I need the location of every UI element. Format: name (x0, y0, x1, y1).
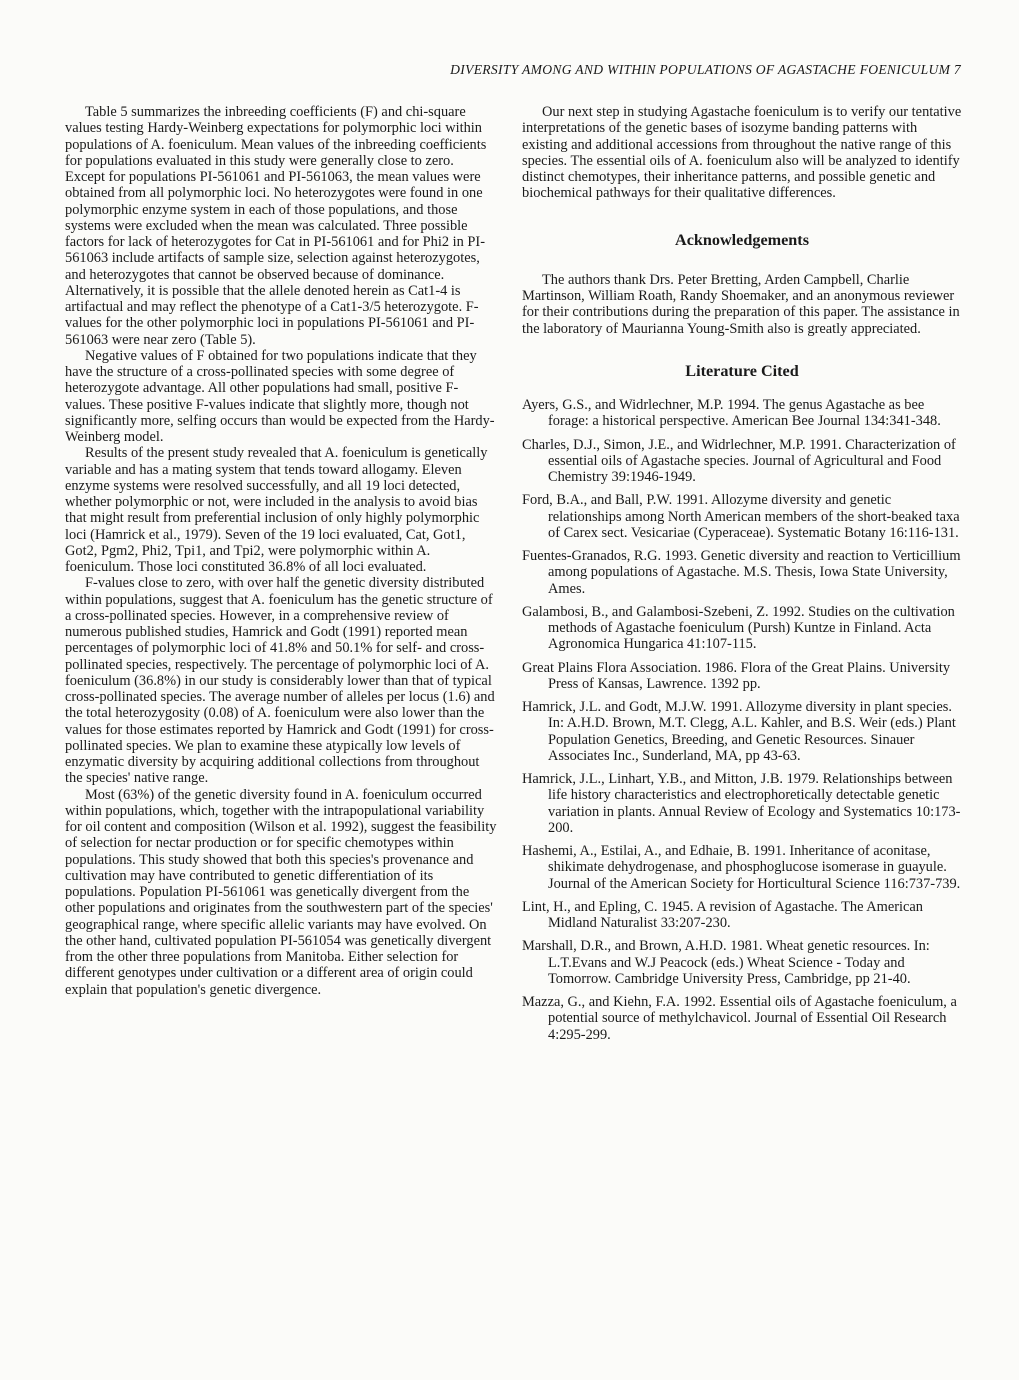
reference-list (522, 397, 962, 1043)
reference-item: Galambosi, B., and Galambosi-Szebeni, Z. 1992. Studies on the cultivation methods of Agastache foeniculum (Pursh) Kuntze in Finland. Acta Agronomica Hungarica 41:107-115. (522, 603, 955, 653)
reference-item: Hamrick, J.L. and Godt, M.J.W. 1991. Allozyme diversity in plant species. In: A.H.D. Brown, M.T. Clegg, A.L. Kahler, and B.S. Weir (eds.) Plant Population Genetics, Breeding, and Genetic Resources. Sinauer Associates Inc., Sunderland, MA, pp 43-63. (522, 699, 956, 764)
reference-item: Hamrick, J.L., Linhart, Y.B., and Mitton, J.B. 1979. Relationships between life history characteristics and electrophoretically detectable genetic variation in plants. Annual Review of Ecology and Systematics 10:173-200. (522, 771, 961, 836)
literature-cited-heading: Literature Cited (685, 361, 799, 380)
paragraph-negative-f-values: Negative values of F obtained for two populations indicate that they have the structure of a cross-pollinated species with some degree of heterozygote advantage. All other populations had small, positive F-values. These positive F-values indicate that slightly more, though not significantly more, selfing occurs than would be expected from the Hardy-Weinberg model. (65, 347, 495, 445)
running-head: DIVERSITY AMONG AND WITHIN POPULATIONS OF AGASTACHE FOENICULUM 7 (450, 62, 961, 77)
reference-item: Ayers, G.S., and Widrlechner, M.P. 1994. The genus Agastache as bee forage: a historical perspective. American Bee Journal 134:341-348. (522, 397, 941, 430)
reference-item: Marshall, D.R., and Brown, A.H.D. 1981. Wheat genetic resources. In: L.T.Evans and W.J Peacock (eds.) Wheat Science - Today and Tomorrow. Cambridge University Press, Cambridge, pp 21-40. (522, 938, 930, 987)
reference-item: Charles, D.J., Simon, J.E., and Widrlechner, M.P. 1991. Characterization of essential oils of Agastache species. Journal of Agricultural and Food Chemistry 39:1946-1949. (522, 436, 956, 485)
paragraph-results: Results of the present study revealed that A. foeniculum is genetically variable and has a mating system that tends toward allogamy. Eleven enzyme systems were resolved successfully, and all 19 loci detected, whether polymorphic or not, were included in the analysis to avoid bias that might result from preferential inclusion of only highly polymorphic loci (Hamrick et al., 1979). Seven of the 19 loci evaluated, Cat, Got1, Got2, Pgm2, Phi2, Tpi1, and Tpi2, were polymorphic within A. foeniculum. Those loci constituted 36.8% of all loci evaluated. (65, 445, 488, 575)
reference-item: Great Plains Flora Association. 1986. Flora of the Great Plains. University Press of Kansas, Lawrence. 1392 pp. (522, 659, 951, 692)
reference-item: Hashemi, A., Estilai, A., and Edhaie, B. 1991. Inheritance of aconitase, shikimate dehydrogenase, and phosphoglucose isomerase in guayule. Journal of the American Society for Horticultural Science 116:737-739. (522, 843, 961, 892)
acknowledgements-heading: Acknowledgements (675, 230, 809, 249)
acknowledgements-text: The authors thank Drs. Peter Bretting, Arden Campbell, Charlie Martinson, William Roath, Randy Shoemaker, and an anonymous reviewer for their contributions during the preparation of this paper. The assistance in the laboratory of Maurianna Young-Smith also is greatly appreciated. (522, 271, 960, 337)
reference-item: Lint, H., and Epling, C. 1945. A revision of Agastache. The American Midland Naturalist 33:207-230. (522, 898, 924, 931)
paragraph-next-step: Our next step in studying Agastache foeniculum is to verify our tentative interpretations of the genetic bases of isozyme banding patterns with existing and additional accessions from throughout the native range of this species. The essential oils of A. foeniculum also will be analyzed to identify distinct chemotypes, their inheritance patterns, and possible genetic and biochemical pathways for their qualitative differences. (522, 104, 962, 202)
paragraph-inbreeding-summary: Table 5 summarizes the inbreeding coefficients (F) and chi-square values testing Hardy-Weinberg expectations for polymorphic loci within populations of A. foeniculum. Mean values of the inbreeding coefficients for populations evaluated in this study were generally close to zero. Except for populations PI-561061 and PI-561063, the mean values were obtained from all polymorphic loci. No heterozygotes were found in one polymorphic enzyme system in each of those populations, and those systems were excluded when the mean was calculated. Three possible factors for lack of heterozygotes for Cat in PI-561061 and for Phi2 in PI-561063 include artifacts of sample size, selection against heterozygotes, and heterozygotes that cannot be observed because of dominance. Alternatively, it is possible that the allele denoted herein as Cat1-4 is artifactual and may reflect the phenotype of a Cat1-3/5 heterozygote. F-values for the other polymorphic loci in populations PI-561061 and PI-561063 were near zero (Table 5). (65, 104, 487, 348)
reference-item: Mazza, G., and Kiehn, F.A. 1992. Essential oils of Agastache foeniculum, a potential source of methylchavicol. Journal of Essential Oil Research 4:295-299. (522, 994, 957, 1043)
paragraph-f-values-diversity: F-values close to zero, with over half the genetic diversity distributed within populations, suggest that A. foeniculum has the genetic structure of a cross-pollinated species. However, in a comprehensive review of numerous published studies, Hamrick and Godt (1991) reported mean percentages of polymorphic loci of 41.8% and 50.1% for self- and cross-pollinated species, respectively. The percentage of polymorphic loci of A. foeniculum (36.8%) in our study is considerably lower than that of typical cross-pollinated species. The average number of alleles per locus (1.6) and the total heterozygosity (0.08) of A. foeniculum were also lower than the values for those estimates reported by Hamrick and Godt (1991) for cross-pollinated species. We plan to examine these atypically low levels of enzymatic diversity by acquiring additional collections from throughout the species' native range. (65, 575, 495, 787)
left-column (65, 104, 497, 998)
reference-item: Fuentes-Granados, R.G. 1993. Genetic diversity and reaction to Verticillium among populations of Agastache. M.S. Thesis, Iowa State University, Ames. (522, 548, 961, 597)
right-column (522, 104, 962, 1050)
reference-item: Ford, B.A., and Ball, P.W. 1991. Allozyme diversity and genetic relationships among North American members of the short-beaked taxa of Carex sect. Vesicariae (Cyperaceae). Systematic Botany 16:116-131. (522, 492, 960, 541)
paragraph-genetic-diversity-within: Most (63%) of the genetic diversity found in A. foeniculum occurred within populations, which, together with the intrapopulational variability for oil content and composition (Wilson et al. 1992), suggest the feasibility of selection for nectar production or for specific chemotypes within populations. This study showed that both this species's provenance and cultivation may have contributed to genetic differentiation of its populations. Population PI-561061 was genetically divergent from the other populations and originates from the southwestern part of the species' geographical range, where specific allelic variants may have evolved. On the other hand, cultivated population PI-561054 was genetically divergent from the other three populations from Manitoba. Either selection for different genotypes under cultivation or a different area of origin could explain that population's genetic divergence. (65, 786, 497, 998)
